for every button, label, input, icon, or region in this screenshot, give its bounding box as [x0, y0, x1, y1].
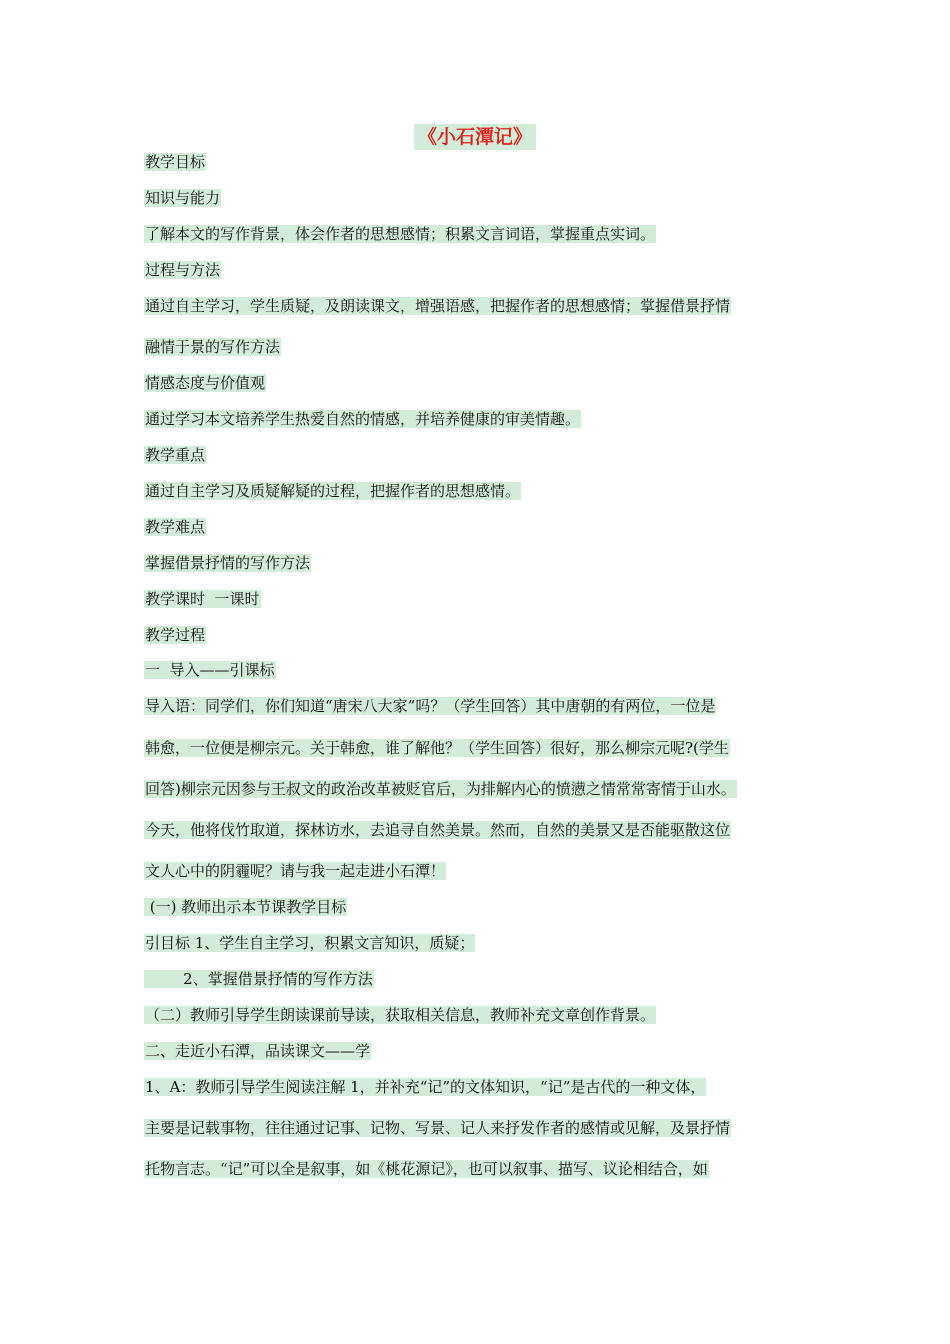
text-line: [144, 517, 206, 537]
line-text: 通过学习本文培养学生热爱自然的情感，并培养健康的审美情趣。: [145, 410, 581, 428]
line-text: 托物言志。“记”可以全是叙事，如《桃花源记》，也可以叙事、描写、议论相结合，如: [145, 1160, 708, 1178]
text-line: [144, 188, 221, 208]
text-line: [144, 1077, 706, 1097]
line-text: 二、走近小石潭，品读课文——学: [145, 1042, 371, 1060]
text-line: [144, 445, 206, 465]
text-line: [144, 1041, 371, 1061]
line-text: 2、掌握借景抒情的写作方法: [145, 970, 373, 988]
text-line: [144, 553, 311, 573]
text-line: [144, 933, 475, 953]
line-text: 通过自主学习，学生质疑，及朗读课文，增强语感，把握作者的思想感情；掌握借景抒情: [145, 297, 731, 315]
text-line: [144, 897, 347, 917]
text-line: [144, 861, 446, 881]
text-line: [144, 696, 716, 716]
line-text: 主要是记载事物，往往通过记事、记物、写景、记人来抒发作者的感情或见解，及景抒情: [145, 1119, 731, 1137]
text-line: [144, 337, 281, 357]
text-line: [144, 738, 730, 758]
line-text: （二）教师引导学生朗读课前导读，获取相关信息，教师补充文章创作背景。: [145, 1006, 656, 1024]
text-line: [144, 1005, 656, 1025]
line-text: 文人心中的阴霾呢？请与我一起走进小石潭！: [145, 862, 446, 880]
line-text: 掌握借景抒情的写作方法: [145, 554, 311, 572]
line-text: 教学过程: [145, 626, 206, 644]
text-line: [144, 260, 221, 280]
title-block: [0, 124, 950, 150]
text-line: [144, 224, 656, 244]
text-line: [144, 296, 731, 316]
text-line: [144, 969, 374, 989]
line-text: 了解本文的写作背景，体会作者的思想感情；积累文言词语，掌握重点实词。: [145, 225, 656, 243]
line-text: 今天，他将伐竹取道，探林访水，去追寻自然美景。然而，自然的美景又是否能驱散这位: [145, 821, 731, 839]
text-line: [144, 820, 731, 840]
line-text: 回答)柳宗元因参与王叔文的政治改革被贬官后，为排解内心的愤懑之情常常寄情于山水。: [145, 780, 736, 798]
text-line: [144, 625, 206, 645]
text-line: [144, 589, 261, 609]
line-text: 情感态度与价值观: [145, 374, 266, 392]
line-text: 一 导入——引课标: [145, 661, 275, 679]
text-line: [144, 373, 266, 393]
line-text: 融情于景的写作方法: [145, 338, 281, 356]
line-text: 教学难点: [145, 518, 206, 536]
text-line: [144, 481, 521, 501]
line-text: 1、A：教师引导学生阅读注解 1，并补充“记”的文体知识，“记”是古代的一种文体，: [145, 1078, 706, 1096]
text-line: [144, 779, 737, 799]
line-text: 教学重点: [145, 446, 206, 464]
text-line: [144, 152, 206, 172]
line-text: 韩愈，一位便是柳宗元。关于韩愈，谁了解他？（学生回答）很好，那么柳宗元呢?(学生: [145, 739, 729, 757]
line-text: 引目标 1、学生自主学习，积累文言知识，质疑；: [145, 934, 475, 952]
text-line: [144, 660, 276, 680]
line-text: 教学目标: [145, 153, 206, 171]
document-title: 《小石潭记》: [414, 124, 536, 150]
text-line: [144, 409, 581, 429]
line-text: 教学课时 一课时: [145, 590, 260, 608]
text-line: [144, 1118, 731, 1138]
line-text: 知识与能力: [145, 189, 221, 207]
text-line: [144, 1159, 709, 1179]
line-text: 通过自主学习及质疑解疑的过程，把握作者的思想感情。: [145, 482, 521, 500]
line-text: (一) 教师出示本节课教学目标: [145, 898, 347, 916]
line-text: 导入语：同学们，你们知道“唐宋八大家”吗？（学生回答）其中唐朝的有两位，一位是: [145, 697, 716, 715]
line-text: 过程与方法: [145, 261, 221, 279]
